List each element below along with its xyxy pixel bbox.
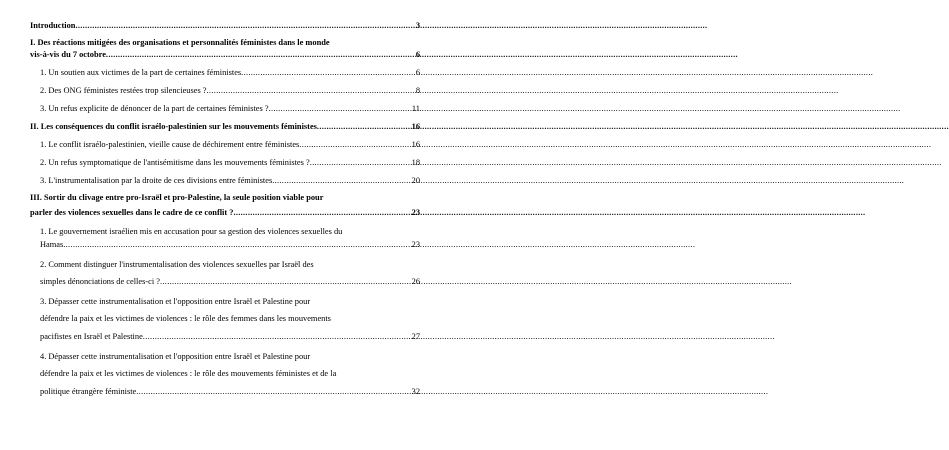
toc-page-number: 8 [415, 86, 420, 96]
toc-page-number: 6 [415, 50, 420, 60]
document-page [0, 0, 450, 450]
toc-entry-text: 2. Comment distinguer l'instrumentalisation des violences sexuelles par Israël des [40, 259, 314, 269]
toc-entry-text: défendre la paix et les victimes de violences : le rôle des mouvements féministes et de la [40, 369, 337, 379]
toc-page-number: 23 [411, 207, 420, 217]
toc-entry-text: parler des violences sexuelles dans le cadre de ce conflit ? [30, 207, 234, 217]
toc-entry-section-1-2[interactable] [30, 85, 420, 98]
dot-leader [310, 157, 411, 170]
toc-entry-section-3-4[interactable] [30, 351, 420, 399]
toc-entry-section-3-1[interactable] [30, 226, 420, 251]
dot-leader [299, 139, 410, 152]
toc-entry-text: pacifistes en Israël et Palestine [40, 332, 143, 342]
toc-page-number: 23 [411, 240, 420, 250]
toc-entry-text: 3. L'instrumentalisation par la droite de ces divisions entre féministes [40, 175, 273, 185]
dot-leader [233, 207, 410, 220]
dot-leader [207, 85, 415, 98]
dot-leader [63, 239, 410, 252]
toc-entry-text: défendre la paix et les victimes de violences : le rôle des femmes dans les mouvements [40, 314, 331, 324]
dot-leader [272, 175, 410, 188]
toc-page-number: 26 [411, 277, 420, 287]
toc-entry-section-2-3[interactable] [30, 175, 420, 188]
toc-page-number: 27 [411, 332, 420, 342]
toc-entry-introduction[interactable] [30, 20, 420, 33]
toc-entry-section-2[interactable] [30, 121, 420, 134]
toc-page-number: 16 [411, 121, 420, 131]
dot-leader [269, 103, 411, 116]
toc-entry-text: politique étrangère féministe [40, 386, 137, 396]
toc-entry-text: 1. Un soutien aux victimes de la part de certaines féministes [40, 68, 242, 78]
toc-entry-section-1-1[interactable] [30, 67, 420, 80]
toc-page-number: 6 [415, 68, 420, 78]
toc-page-number: 32 [411, 386, 420, 396]
dot-leader [75, 20, 414, 33]
toc-entry-text: II. Les conséquences du conflit israélo-palestinien sur les mouvements féministes [30, 121, 317, 131]
toc-entry-text: simples dénonciations de celles-ci ? [40, 277, 161, 287]
toc-entry-section-2-2[interactable] [30, 157, 420, 170]
toc-page-number: 18 [411, 157, 420, 167]
toc-entry-text: 2. Un refus symptomatique de l'antisémitisme dans les mouvements féministes ? [40, 157, 310, 167]
toc-page-number: 11 [411, 104, 420, 114]
dot-leader [317, 121, 411, 134]
toc-entry-text: 1. Le conflit israélo-palestinien, vieille cause de déchirement entre féministes [40, 139, 300, 149]
toc-entry-section-3-3[interactable] [30, 296, 420, 344]
toc-entry-section-1-3[interactable] [30, 103, 420, 116]
dot-leader [241, 67, 415, 80]
toc-entry-text: 1. Le gouvernement israélien mis en accusation pour sa gestion des violences sexuelles du [40, 227, 343, 237]
toc-entry-section-3[interactable] [30, 192, 420, 219]
toc-entry-text: Hamas [40, 240, 64, 250]
toc-entry-text: 3. Un refus explicite de dénoncer de la part de certaines féministes ? [40, 104, 269, 114]
toc-page-number: 3 [415, 21, 420, 30]
toc-page-number: 16 [411, 139, 420, 149]
toc-entry-text: 4. Dépasser cette instrumentalisation et l'opposition entre Israël et Palestine pour [40, 351, 311, 361]
toc-entry-text: vis-à-vis du 7 octobre [30, 50, 106, 60]
dot-leader [143, 331, 411, 344]
toc-entry-section-2-1[interactable] [30, 139, 420, 152]
dot-leader [136, 386, 410, 399]
toc-entry-text: Introduction [30, 21, 76, 30]
toc-page-number: 20 [411, 175, 420, 185]
dot-leader [106, 49, 415, 62]
table-of-contents [30, 20, 420, 398]
toc-entry-text: 3. Dépasser cette instrumentalisation et l'opposition entre Israël et Palestine pour [40, 296, 311, 306]
toc-entry-text: III. Sortir du clivage entre pro-Israël et pro-Palestine, la seule position viable pour [30, 193, 324, 203]
toc-entry-section-3-2[interactable] [30, 259, 420, 289]
dot-leader [160, 276, 411, 289]
toc-entry-text: 2. Des ONG féministes restées trop silencieuses ? [40, 86, 207, 96]
toc-entry-section-1[interactable] [30, 37, 420, 62]
toc-entry-text: I. Des réactions mitigées des organisations et personnalités féministes dans le monde [30, 37, 330, 47]
